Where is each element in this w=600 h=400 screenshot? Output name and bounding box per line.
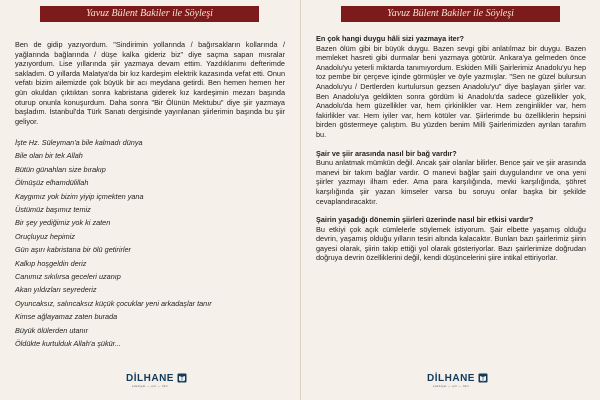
poem-line: Öldükte kurtulduk Allah'a şükür...: [15, 339, 121, 349]
publisher-logo: [301, 373, 600, 392]
logo-tagline: edebiyat — şiir — fikir: [131, 384, 169, 388]
question-2: Şair ve şiir arasında nasıl bir bağ vardır?: [316, 148, 457, 158]
poem-line: Gün aşırı kabristana bir ölü getirirler: [15, 245, 131, 255]
poem-line: Ölmüşüz elhamdülillah: [15, 178, 89, 188]
poem: [15, 136, 285, 351]
poem-line: İşte Hz. Süleyman'a bile kalmadı dünya: [15, 137, 143, 147]
poem-line: Oruçluyuz hepimiz: [15, 231, 76, 241]
poem-line: Kimse ağlayamaz zaten burada: [15, 312, 118, 322]
left-page-content: [15, 40, 285, 350]
answer-3: Bu etkiyi çok açık cümlelerle söylemek istiyorum. Şair elbette yaşamış olduğu devrin, yaşamış olduğu yılların tesiri altında kalacaktır. Bunları bazı şairlerimiz şiirin gayesi olarak, şiirin takip ettiği yol olarak gösteriyorlar. Bazı şairlerimize doğrudan doğruya devrin özelliklerini değil, kendi düşüncelerini şiire intikal ettiriyorlar.: [316, 224, 586, 263]
left-page-header: Yavuz Bülent Bakiler ile Söyleşi: [40, 6, 259, 22]
poem-line: Kalkıp hoşgeldin deriz: [15, 258, 87, 268]
poem-line: Bütün günahları size bırakıp: [15, 164, 106, 174]
poem-line: Kaygımız yok bizim yiyip içmekten yana: [15, 191, 144, 201]
logo-name: DİLHANE: [427, 373, 475, 384]
right-page: [300, 0, 600, 400]
poem-line: Canımız sıkılırsa geceleri uzanıp: [15, 272, 121, 281]
book-emblem-icon: [478, 373, 488, 383]
logo-tagline: edebiyat — şiir — fikir: [432, 384, 470, 388]
question-3: Şairin yaşadığı dönemin şiirleri üzerinde nasıl bir etkisi vardır?: [316, 215, 534, 225]
intro-paragraph: Ben de gidip yazıyordum. "Sindirimin yollarında / bağırsakların kollarında / yağlarında bağlarında / düşe kalka gideriz biz" diye saçma sapan mısralar yazıyordum. Lise yıllarında şiir yazmaya devam ettim. Yazdıklarımı defterimde sakladım. O yıllarda Malatya'da bir kız kardeşim elektrik kazasında vefat etti. Onun vefatı bizim ailemizde çok büyük bir acı meydana getirdi. Ben hemen hemen her gün okuldan çıktıktan sonra kabristana giderek kız kardeşimin mezarı başında oturup onunla konuşurdum. Daha sonra "Bir Ölünün Mektubu" diye şiir yazmaya başladım. İstanbul'da Türk Sanatı dergisinde yayınlanan şiirlerimin başında bu şiir geliyor.: [15, 40, 285, 126]
poem-line: Akan yıldızları seyrederiz: [15, 285, 97, 295]
question-1: En çok hangi duygu hâli sizi yazmaya iter?: [316, 34, 465, 43]
answer-2: Bunu anlatmak mümkün değil. Ancak şair olanlar bilirler. Bence şair ve şiir arasında manevi bir takım bağlar vardır. O manevi bağlar şairi duygulandırır ve ona yeni şiirler yazmayı ilham eder. Ama para karşılığında, mevki karşılığında, şöhret karşılığında şiir yazan kimseler varsa bu soruyu onlar başka bir şekilde cevaplandıracaktır.: [316, 158, 586, 206]
right-page-content: [316, 34, 586, 263]
poem-line: Üstümüz başımız temiz: [15, 204, 91, 214]
poem-line: Bir şey yediğimiz yok ki zaten: [15, 218, 111, 228]
poem-line: Büyük ölülerden utanır: [15, 325, 89, 335]
answer-1: Bazen ölüm gibi bir büyük duygu. Bazen sevgi gibi anlatılmaz bir duygu. Bazen memleket hasreti gibi durmalar beni yazmaya götürür. Ankara'ya gelmeden önce Anadolu'yu yeterli miktarda tanımıyordum. Eskiden Milli Şairlerimiz Anadolu'yu hep toz pembe bir çerçeve içinde görmüşler ve öyle yazmışlar. "Sen ne güzel bulursun Anadolu'yu / Dertlerden kurtulursun gezsen Anadolu'yu" diye başlayan şiirler var. Ben Anadolu'ya geldikten sonra gördüm ki Anadolu'da sadece güzellikler yok, Anadolu'da hem güzellikler var, hem çirkinlikler var. Hem zenginlikler var, hem fakirlikler var. Hem iyiler var, hem kötüler var. Şiirlerimde bu özelliklerin hepsini birden göstermeye çalıştım. Bu yüzden benim Milli Şairlerimizden ayrılan tarafım bu.: [316, 43, 586, 139]
book-emblem-icon: [177, 373, 187, 383]
logo-name: DİLHANE: [126, 373, 174, 384]
right-page-header: Yavuz Bülent Bakiler ile Söyleşi: [341, 6, 560, 22]
poem-line: Oyuncaksız, salıncaksız küçük çocuklar yeni arkadaşlar tanır: [15, 298, 212, 308]
publisher-logo: [0, 373, 300, 392]
poem-line: Bile olan bir tek Allah: [15, 151, 83, 161]
